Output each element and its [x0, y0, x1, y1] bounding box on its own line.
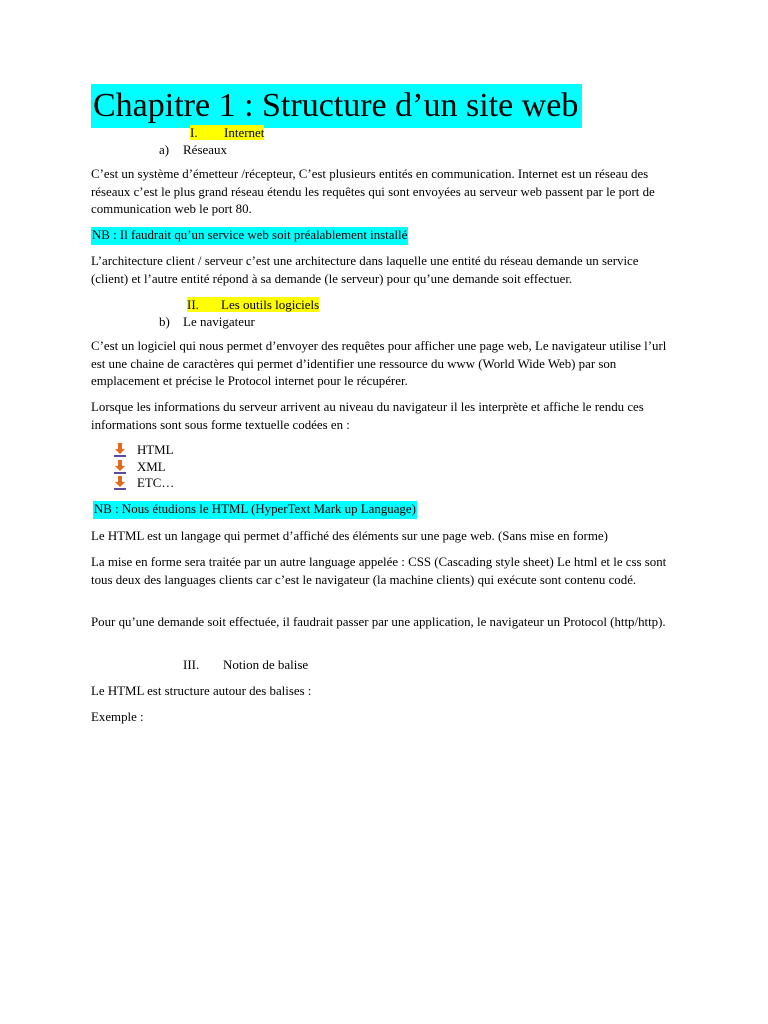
section-label: Internet — [224, 125, 265, 140]
section-number: II. — [187, 297, 199, 312]
paragraph-logiciel: C’est un logiciel qui nous permet d’envoyer des requêtes pour afficher une page web, Le navigateur utilise l’url est une chaine de caractères qui permet d’identifier une ressource du www (World Wide Web) par son emplacement et précise le Protocol internet pour le récupérer. — [91, 339, 667, 388]
paragraph-html: Le HTML est un langage qui permet d’affiché des éléments sur une page web. (Sans mise en forme) — [91, 529, 608, 543]
subsection-letter: b) — [159, 314, 170, 329]
nb-note-service-web: NB : Il faudrait qu’un service web soit préalablement installé — [91, 227, 408, 245]
paragraph-exemple: Exemple : — [91, 710, 144, 724]
section-heading-internet — [190, 125, 264, 141]
subsection-label: Le navigateur — [183, 314, 255, 329]
chapter-title: Chapitre 1 : Structure d’un site web — [91, 84, 582, 128]
section-heading-internet-highlight — [190, 125, 264, 140]
subsection-heading-reseaux — [159, 142, 227, 158]
section-number: III. — [183, 657, 200, 672]
paragraph-informations: Lorsque les informations du serveur arrivent au niveau du navigateur il les interprète et affiche le rendu ces informations sont sous forme textuelle codées en : — [91, 400, 644, 432]
section-heading-balise — [183, 657, 308, 673]
list-item-label: XML — [137, 459, 166, 474]
paragraph-architecture: L’architecture client / serveur c’est une architecture dans laquelle une entité du réseau demande un service (client) et l’autre entité répond à sa demande (le serveur) pour qu’une demande soit effectuer. — [91, 254, 639, 286]
subsection-heading-navigateur — [159, 314, 255, 330]
paragraph-css: La mise en forme sera traitée par un autre language appelée : CSS (Cascading style sheet) Le html et le css sont tous deux des languages clients car c’est le navigateur (la machine clients) qui exécute sont contenu codé. — [91, 555, 667, 587]
section-label: Les outils logiciels — [221, 297, 320, 312]
arrow-bullet-icon — [114, 476, 126, 490]
subsection-letter: a) — [159, 142, 170, 157]
subsection-label: Réseaux — [183, 142, 228, 157]
arrow-bullet-icon — [114, 460, 126, 474]
section-heading-outils — [187, 297, 319, 313]
paragraph-systeme: C’est un système d’émetteur /récepteur, C’est plusieurs entités en communication. Internet est un réseau des réseaux c’est le plus grand réseau étendu les requêtes qui sont envoyées au serveur web passent par le port de communication web le port 80. — [91, 167, 655, 216]
section-label: Notion de balise — [223, 657, 309, 672]
list-item-label: HTML — [137, 443, 174, 457]
list-item — [114, 459, 174, 476]
list-item — [114, 442, 174, 459]
section-number: I. — [190, 125, 198, 140]
list-item-label: ETC… — [137, 476, 175, 490]
list-item — [114, 475, 174, 492]
paragraph-demande: Pour qu’une demande soit effectuée, il faudrait passer par une application, le navigateur un Protocol (http/http). — [91, 615, 666, 629]
arrow-bullet-icon — [114, 443, 126, 457]
nb-note-html: NB : Nous étudions le HTML (HyperText Mark up Language) — [93, 501, 417, 519]
format-list — [114, 442, 174, 492]
section-heading-outils-highlight — [187, 297, 319, 312]
paragraph-balises: Le HTML est structure autour des balises : — [91, 684, 312, 698]
